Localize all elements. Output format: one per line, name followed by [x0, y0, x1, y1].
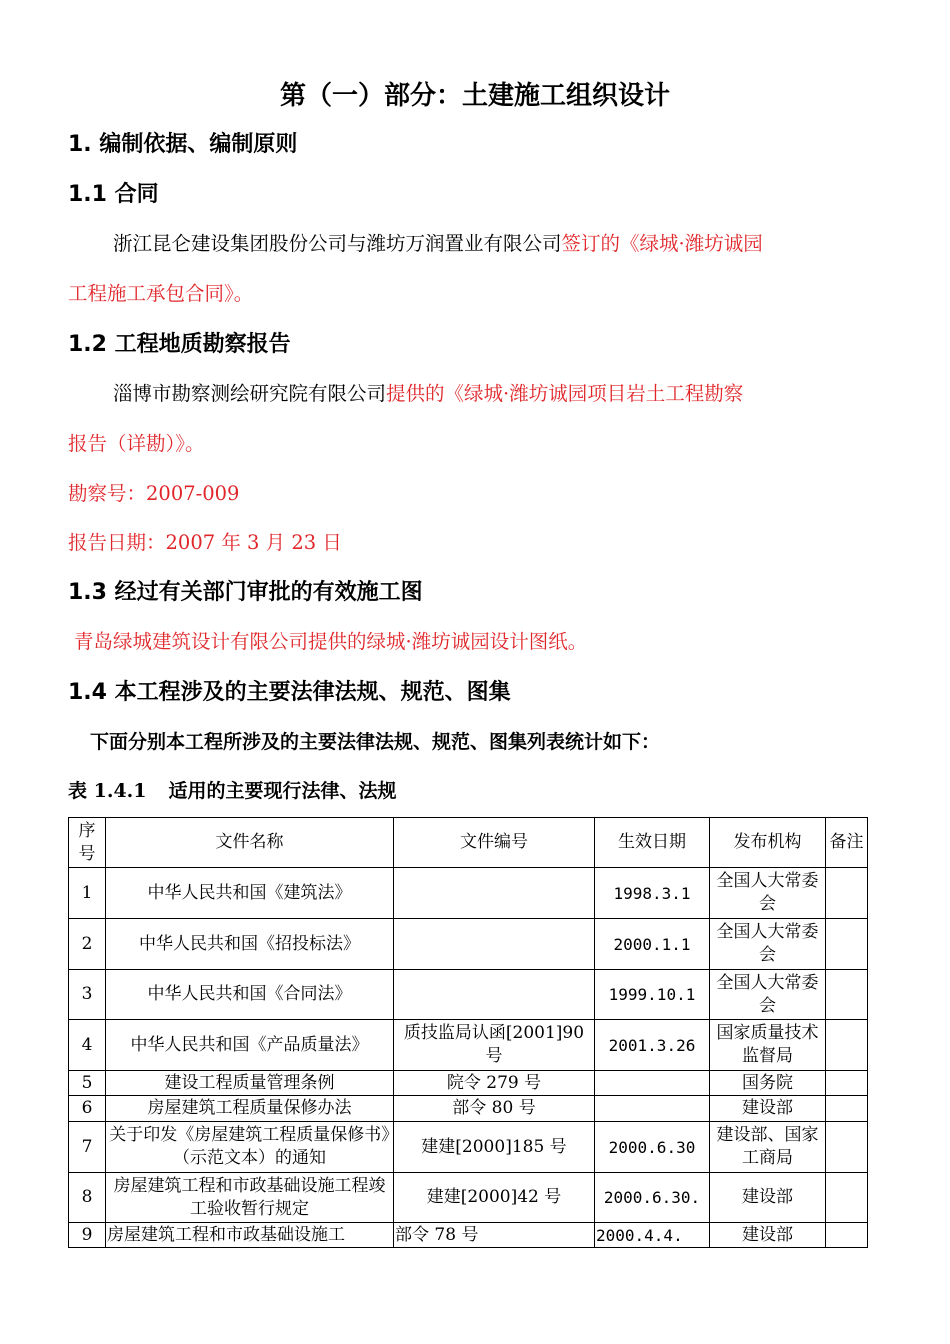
document-code: 质技监局认函[2001]90号 — [394, 1020, 595, 1071]
table-lead-text: 下面分别本工程所涉及的主要法律法规、规范、图集列表统计如下： — [90, 731, 661, 753]
section-1-heading: 1. 编制依据、编制原则 — [68, 132, 298, 157]
laws-table — [68, 817, 868, 1248]
table-row — [69, 1096, 868, 1122]
effective-date — [595, 1096, 710, 1122]
survey-paragraph-line-2: 报告（详勘）》。 — [68, 432, 205, 455]
document-name: 关于印发《房屋建筑工程质量保修书》（示范文本）的通知 — [106, 1122, 394, 1173]
row-number: 5 — [69, 1071, 106, 1096]
header-cell: 发布机构 — [710, 818, 826, 868]
section-1-4-heading: 1.4 本工程涉及的主要法律法规、规范、图集 — [68, 680, 511, 705]
contract-parties: 浙江昆仑建设集团股份公司与潍坊万润置业有限公司 — [113, 232, 562, 255]
document-name: 中华人民共和国《合同法》 — [106, 970, 394, 1020]
table-caption-text: 适用的主要现行法律、法规 — [168, 780, 397, 802]
row-number: 1 — [69, 868, 106, 919]
row-number: 3 — [69, 970, 106, 1020]
table-row — [69, 919, 868, 970]
document-name: 中华人民共和国《招投标法》 — [106, 919, 394, 970]
survey-paragraph-line-1 — [113, 379, 743, 409]
section-1-2-heading: 1.2 工程地质勘察报告 — [68, 332, 291, 357]
effective-date — [595, 1071, 710, 1096]
remarks — [826, 868, 868, 919]
document-code — [394, 970, 595, 1020]
document-code: 部令 78 号 — [394, 1223, 595, 1248]
row-number: 6 — [69, 1096, 106, 1122]
table-row — [69, 970, 868, 1020]
document-code: 建建[2000]42 号 — [394, 1173, 595, 1223]
issuing-body: 全国人大常委会 — [710, 919, 826, 970]
table-row — [69, 868, 868, 919]
document-code: 建建[2000]185 号 — [394, 1122, 595, 1173]
issuing-body: 国务院 — [710, 1071, 826, 1096]
effective-date: 2000.4.4. — [595, 1223, 710, 1248]
table-row — [69, 1020, 868, 1071]
document-code: 部令 80 号 — [394, 1096, 595, 1122]
remarks — [826, 1223, 868, 1248]
remarks — [826, 970, 868, 1020]
remarks — [826, 1071, 868, 1096]
document-code — [394, 868, 595, 919]
report-date: 报告日期：2007 年 3 月 23 日 — [68, 531, 342, 554]
header-cell: 文件编号 — [394, 818, 595, 868]
issuing-body: 建设部 — [710, 1096, 826, 1122]
document-name: 建设工程质量管理条例 — [106, 1071, 394, 1096]
document-name: 房屋建筑工程质量保修办法 — [106, 1096, 394, 1122]
table-row — [69, 1223, 868, 1248]
header-cell: 生效日期 — [595, 818, 710, 868]
survey-institute: 淄博市勘察测绘研究院有限公司 — [113, 382, 387, 405]
remarks — [826, 1173, 868, 1223]
table-row — [69, 1122, 868, 1173]
header-cell: 序号 — [69, 818, 106, 868]
document-name: 中华人民共和国《产品质量法》 — [106, 1020, 394, 1071]
table-caption — [68, 776, 397, 806]
row-number: 2 — [69, 919, 106, 970]
issuing-body: 国家质量技术监督局 — [710, 1020, 826, 1071]
effective-date: 1999.10.1 — [595, 970, 710, 1020]
issuing-body: 建设部 — [710, 1223, 826, 1248]
remarks — [826, 1020, 868, 1071]
effective-date: 2000.1.1 — [595, 919, 710, 970]
effective-date: 2000.6.30. — [595, 1173, 710, 1223]
document-name: 房屋建筑工程和市政基础设施工 — [106, 1223, 394, 1248]
row-number: 8 — [69, 1173, 106, 1223]
table-header-row — [69, 818, 868, 868]
effective-date: 2001.3.26 — [595, 1020, 710, 1071]
document-code: 院令 279 号 — [394, 1071, 595, 1096]
issuing-body: 全国人大常委会 — [710, 970, 826, 1020]
table-row — [69, 1071, 868, 1096]
page-title: 第（一）部分：土建施工组织设计 — [279, 81, 670, 111]
row-number: 9 — [69, 1223, 106, 1248]
survey-number: 勘察号：2007-009 — [68, 482, 240, 505]
table-caption-number: 表 1.4.1 — [68, 780, 147, 802]
header-cell: 备注 — [826, 818, 868, 868]
section-1-1-heading: 1.1 合同 — [68, 182, 159, 207]
row-number: 4 — [69, 1020, 106, 1071]
issuing-body: 建设部、国家工商局 — [710, 1122, 826, 1173]
remarks — [826, 1096, 868, 1122]
document-code — [394, 919, 595, 970]
drawings-paragraph: 青岛绿城建筑设计有限公司提供的绿城·潍坊诚园设计图纸。 — [74, 630, 588, 653]
effective-date: 1998.3.1 — [595, 868, 710, 919]
header-cell: 文件名称 — [106, 818, 394, 868]
contract-name-part-1: 签订的《绿城·潍坊诚园 — [561, 232, 763, 255]
issuing-body: 建设部 — [710, 1173, 826, 1223]
effective-date: 2000.6.30 — [595, 1122, 710, 1173]
survey-report-part-1: 提供的《绿城·潍坊诚园项目岩土工程勘察 — [386, 382, 744, 405]
contract-paragraph-line-1 — [113, 229, 763, 259]
document-name: 房屋建筑工程和市政基础设施工程竣工验收暂行规定 — [106, 1173, 394, 1223]
document-name: 中华人民共和国《建筑法》 — [106, 868, 394, 919]
remarks — [826, 919, 868, 970]
section-1-3-heading: 1.3 经过有关部门审批的有效施工图 — [68, 580, 423, 605]
contract-paragraph-line-2: 工程施工承包合同》。 — [68, 282, 254, 305]
remarks — [826, 1122, 868, 1173]
table-row — [69, 1173, 868, 1223]
row-number: 7 — [69, 1122, 106, 1173]
issuing-body: 全国人大常委会 — [710, 868, 826, 919]
